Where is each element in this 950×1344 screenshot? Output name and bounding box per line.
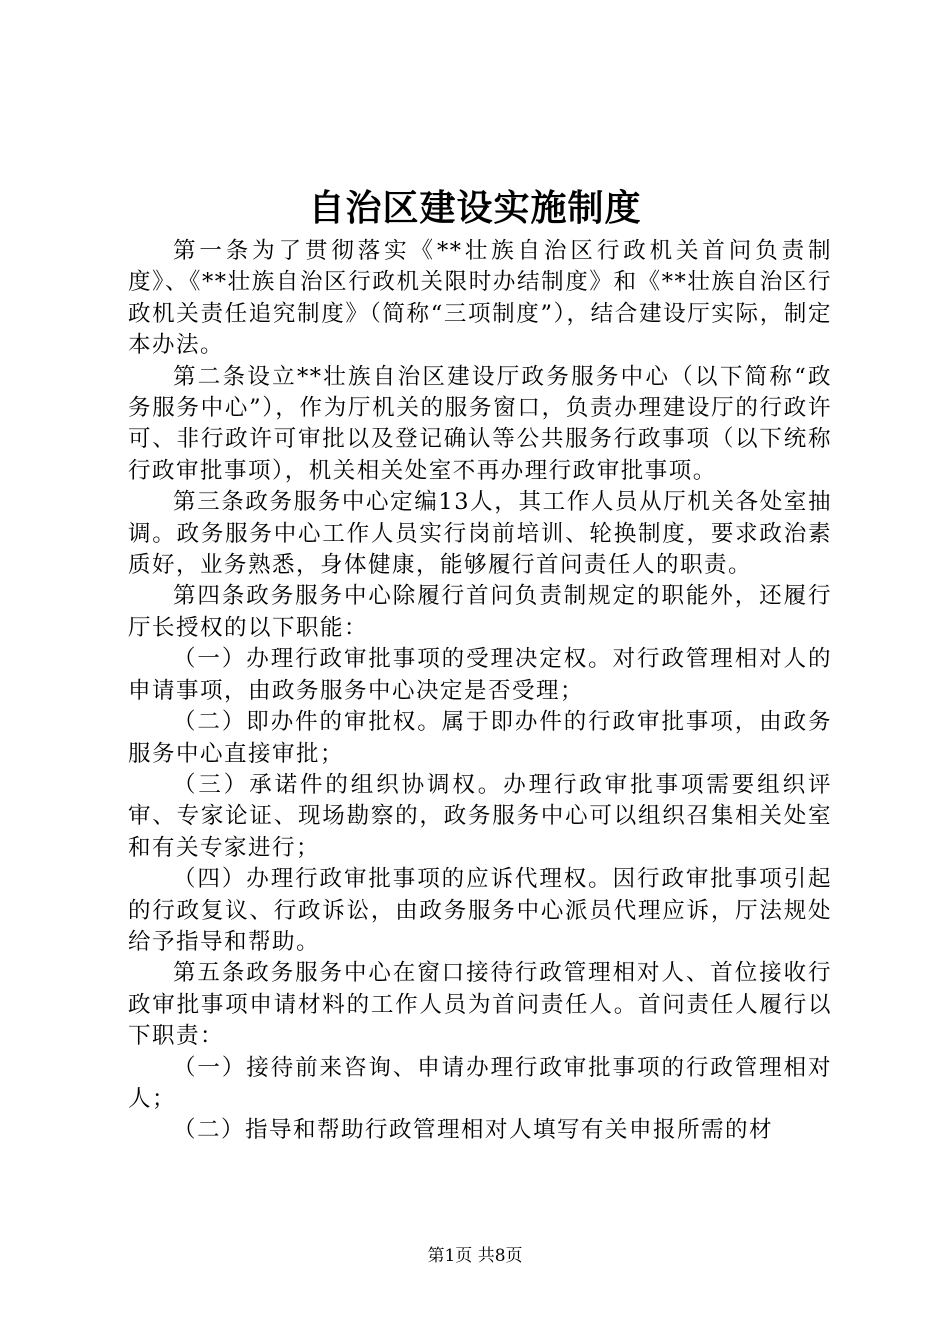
paragraph-article-5-item-1: （一）接待前来咨询、申请办理行政审批事项的行政管理相对人； bbox=[128, 1054, 832, 1112]
paragraph-article-4: 第四条政务服务中心除履行首问负责制规定的职能外，还履行厅长授权的以下职能： bbox=[128, 583, 832, 641]
page-number-footer: 第1页 共8页 bbox=[427, 1246, 523, 1266]
paragraph-article-5: 第五条政务服务中心在窗口接待行政管理相对人、首位接收行政审批事项申请材料的工作人员为首问责任人。首问责任人履行以下职责： bbox=[128, 960, 832, 1050]
paragraph-article-1: 第一条为了贯彻落实《**壮族自治区行政机关首问负责制度》、《**壮族自治区行政机关限时办结制度》和《**壮族自治区行政机关责任追究制度》（简称“三项制度”），结合建设厅实际，制定本办法。 bbox=[128, 238, 832, 359]
paragraph-article-4-item-4: （四）办理行政审批事项的应诉代理权。因行政审批事项引起的行政复议、行政诉讼，由政务服务中心派员代理应诉，厅法规处给予指导和帮助。 bbox=[128, 866, 832, 955]
paragraph-article-5-item-2: （二）指导和帮助行政管理相对人填写有关申报所需的材 bbox=[173, 1117, 774, 1144]
paragraph-article-3: 第三条政务服务中心定编13人，其工作人员从厅机关各处室抽调。政务服务中心工作人员实行岗前培训、轮换制度，要求政治素质好，业务熟悉，身体健康，能够履行首问责任人的职责。 bbox=[128, 489, 832, 579]
paragraph-article-4-item-2: （二）即办件的审批权。属于即办件的行政审批事项，由政务服务中心直接审批； bbox=[128, 709, 832, 767]
paragraph-article-4-item-1: （一）办理行政审批事项的受理决定权。对行政管理相对人的申请事项，由政务服务中心决定是否受理； bbox=[128, 646, 832, 704]
document-body bbox=[128, 236, 832, 1147]
paragraph-article-4-item-3: （三）承诺件的组织协调权。办理行政审批事项需要组织评审、专家论证、现场勘察的，政务服务中心可以组织召集相关处室和有关专家进行； bbox=[128, 771, 832, 861]
document-title: 自治区建设实施制度 bbox=[308, 187, 642, 229]
paragraph-article-2: 第二条设立**壮族自治区建设厅政务服务中心（以下简称“政务服务中心”），作为厅机关的服务窗口，负责办理建设厅的行政许可、非行政许可审批以及登记确认等公共服务行政事项（以下统称行政审批事项），机关相关处室不再办理行政审批事项。 bbox=[128, 363, 832, 484]
